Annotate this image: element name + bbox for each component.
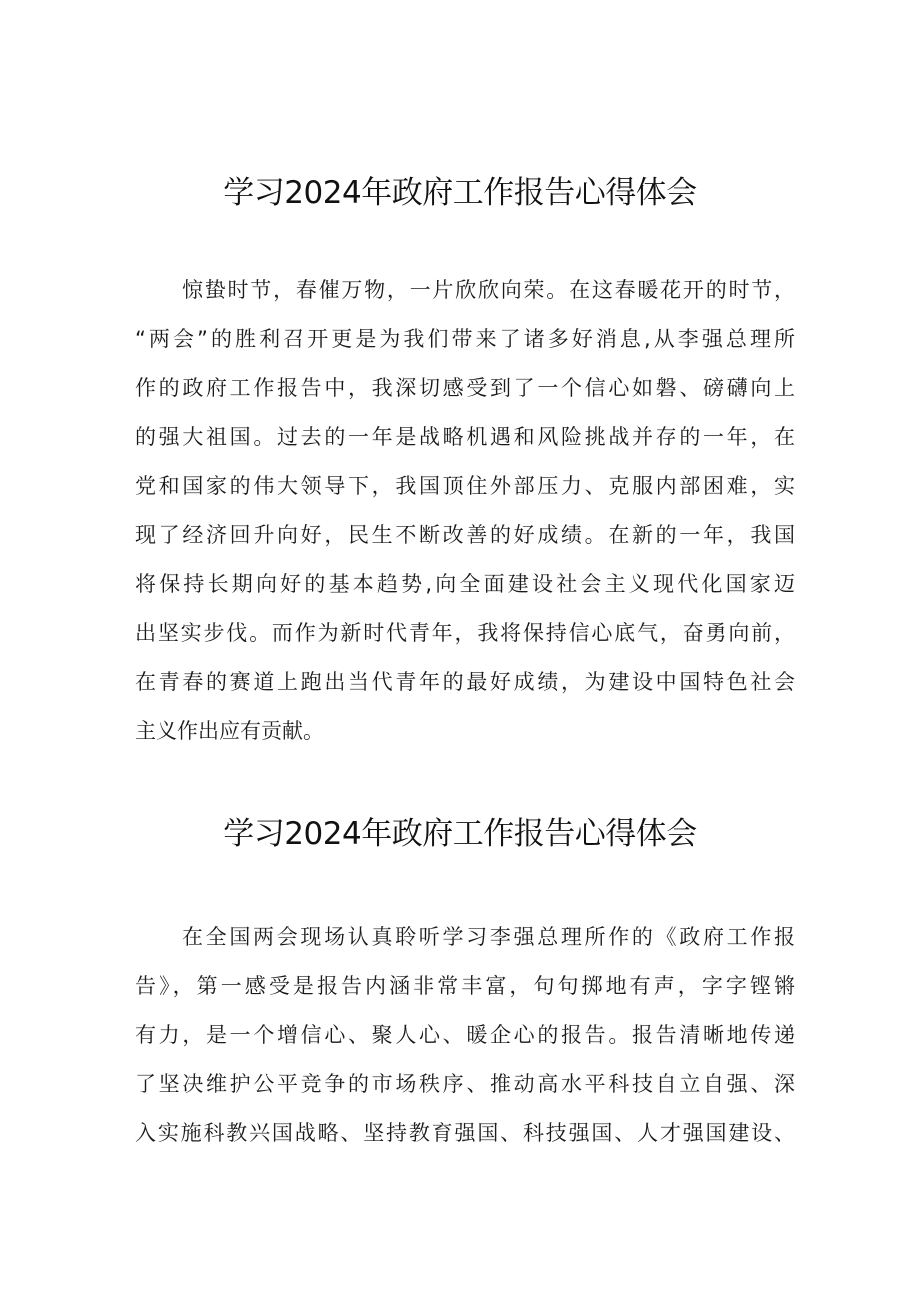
body-line: 了坚决维护公平竞争的市场秩序、推动高水平科技自立自强、深 bbox=[135, 1072, 795, 1096]
body-line: 作的政府工作报告中，我深切感受到了一个信心如磐、磅礴向上 bbox=[135, 376, 795, 400]
body-line: 入实施科教兴国战略、坚持教育强国、科技强国、人才强国建设、 bbox=[135, 1121, 795, 1145]
section-2-title: 学习2024年政府工作报告心得体会 bbox=[223, 816, 697, 852]
body-line: 现了经济回升向好，民生不断改善的好成绩。在新的一年，我国 bbox=[135, 523, 795, 547]
body-line: 在青春的赛道上跑出当代青年的最好成绩，为建设中国特色社会 bbox=[135, 670, 795, 694]
body-line: 主义作出应有贡献。 bbox=[135, 719, 324, 743]
section-1-title: 学习2024年政府工作报告心得体会 bbox=[223, 175, 697, 211]
body-line: 惊蛰时节，春催万物，一片欣欣向荣。在这春暖花开的时节， bbox=[182, 278, 795, 302]
body-line: 告》，第一感受是报告内涵非常丰富，句句掷地有声，字字铿锵 bbox=[135, 974, 795, 998]
body-line: 有力，是一个增信心、聚人心、暖企心的报告。报告清晰地传递 bbox=[135, 1023, 795, 1047]
body-line: 将保持长期向好的基本趋势,向全面建设社会主义现代化国家迈 bbox=[135, 572, 795, 596]
section-2-body bbox=[135, 913, 795, 1158]
body-line: 出坚实步伐。而作为新时代青年，我将保持信心底气，奋勇向前， bbox=[135, 621, 795, 645]
body-line: 党和国家的伟大领导下，我国顶住外部压力、克服内部困难，实 bbox=[135, 474, 795, 498]
body-line: 在全国两会现场认真聆听学习李强总理所作的《政府工作报 bbox=[182, 925, 795, 949]
section-1-body bbox=[135, 266, 795, 756]
body-line: 的强大祖国。过去的一年是战略机遇和风险挑战并存的一年，在 bbox=[135, 425, 795, 449]
body-line: “两会”的胜利召开更是为我们带来了诸多好消息,从李强总理所 bbox=[135, 327, 795, 351]
